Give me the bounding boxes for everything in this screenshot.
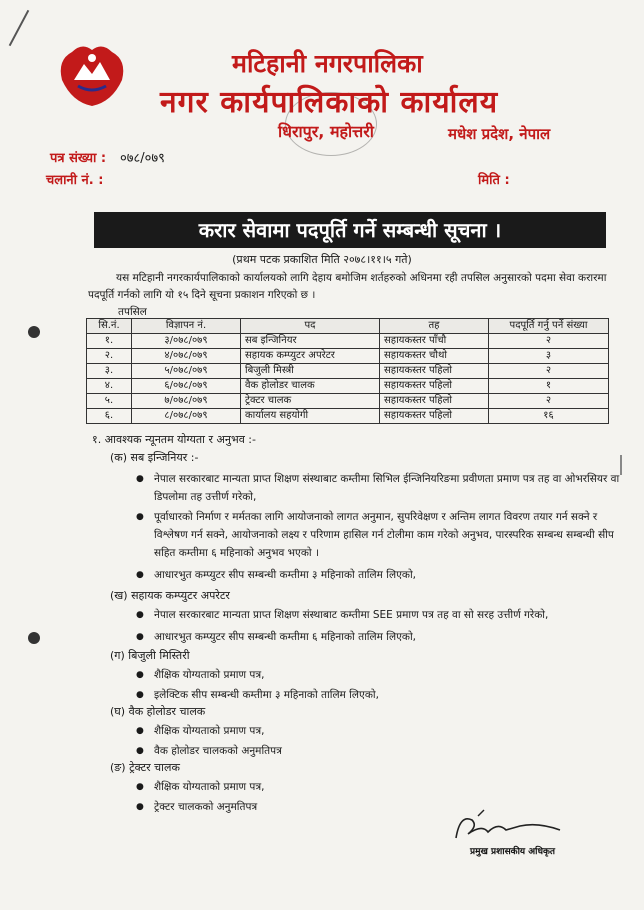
list-item: ● शैक्षिक योग्यताको प्रमाण पत्र, (136, 722, 624, 740)
section-heading: (ङ) ट्रेक्टर चालक (110, 761, 180, 774)
table-row (87, 364, 609, 379)
notice-intro: यस मटिहानी नगरकार्यपालिकाको कार्यालयको लागि देहाय बमोजिम शर्तहरुको अधिनमा रही तपसिल अनुसारको पदमा सेवा करारमा पदपूर्ति गर्नको लागि यो १५ दिने सूचना प्रकाशन गरिएको छ । (88, 272, 607, 301)
table-cell: सहायकस्तर चौथो (380, 349, 489, 364)
table-cell: ६/०७८/०७९ (132, 379, 241, 394)
publication-date: (प्रथम पटक प्रकाशित मिति २०७८।११।५ गते) (232, 253, 412, 266)
section-heading: (घ) वैक होलोडर चालक (110, 705, 206, 718)
table-cell: वैक होलोडर चालक (241, 379, 380, 394)
pen-mark (9, 10, 30, 46)
notice-title-banner: करार सेवामा पदपूर्ति गर्ने सम्बन्धी सूचना । (94, 212, 606, 248)
table-cell: ५. (87, 394, 132, 409)
list-item: ● शैक्षिक योग्यताको प्रमाण पत्र, (136, 778, 624, 796)
table-cell: २ (489, 364, 609, 379)
signatory-title: प्रमुख प्रशासकीय अधिकृत (470, 847, 556, 857)
list-item: ● आधारभुत कम्प्युटर सीप सम्बन्धी कम्तीमा ६ महिनाको तालिम लिएको, (136, 628, 624, 646)
table-cell: ५/०७८/०७९ (132, 364, 241, 379)
table-cell: ६. (87, 409, 132, 424)
section-heading: (ग) बिजुली मिस्तिरी (110, 649, 190, 662)
table-row (87, 379, 609, 394)
list-item: ● इलेक्टिक सीप सम्बन्धी कम्तीमा ३ महिनाको तालिम लिएको, (136, 686, 624, 704)
table-cell: सब इन्जिनियर (241, 334, 380, 349)
table-cell: सहायक कम्प्युटर अपरेटर (241, 349, 380, 364)
province-label: मधेश प्रदेश, नेपाल (448, 125, 551, 143)
table-cell: कार्यालय सहयोगी (241, 409, 380, 424)
table-cell: ३/०७८/०७९ (132, 334, 241, 349)
table-cell: १६ (489, 409, 609, 424)
section-heading: (क) सब इन्जिनियर :- (110, 451, 199, 464)
table-row (87, 349, 609, 364)
table-cell: ४/०७८/०७९ (132, 349, 241, 364)
table-cell: सहायकस्तर पहिलो (380, 364, 489, 379)
table-cell: १ (489, 379, 609, 394)
dispatch-label: चलानी नं. : (46, 173, 104, 188)
table-row (87, 334, 609, 349)
list-item: ● वैक होलोडर चालकको अनुमतिपत्र (136, 742, 624, 760)
reference-number: ०७८/०७९ (120, 151, 165, 166)
office-location: धिरापुर, महोत्तरी (278, 122, 374, 141)
table-cell: २ (489, 394, 609, 409)
date-label: मिति : (478, 173, 510, 188)
qualifications-title: १. आवश्यक न्यूनतम योग्यता र अनुभव :- (92, 433, 256, 446)
column-header: सि.नं. (87, 319, 132, 334)
list-item: ● नेपाल सरकारबाट मान्यता प्राप्त शिक्षण संस्थाबाट कम्तीमा SEE प्रमाण पत्र तह वा सो सरह उत्तीर्ण गरेको, (136, 606, 624, 624)
table-cell: ३. (87, 364, 132, 379)
table-cell: ७/०७८/०७९ (132, 394, 241, 409)
table-cell: १. (87, 334, 132, 349)
list-item: ● शैक्षिक योग्यताको प्रमाण पत्र, (136, 666, 624, 684)
table-cell: २. (87, 349, 132, 364)
table-cell: २ (489, 334, 609, 349)
schedule-label: तपसिल (118, 306, 147, 318)
list-item: ● पूर्वाधारको निर्माण र मर्मतका लागि आयोजनाको लागत अनुमान, सुपरिवेक्षण र अन्तिम लागत विवरण तयार गर्न सक्ने र विश्लेषण गर्न सक्ने, आयोजनाको लक्ष्य र परिणाम हासिल गर्न टोलीमा काम गरेको अनुभव, पारस्परिक सम्बन्ध सम्बन्धी सीप सहित कम्तीमा ६ महिनाको अनुभव भएको । (136, 508, 624, 562)
signature (448, 808, 568, 848)
table-cell: सहायकस्तर पहिलो (380, 409, 489, 424)
table-cell: सहायकस्तर पाँचौ (380, 334, 489, 349)
list-item: ● ट्रेक्टर चालकको अनुमतिपत्र (136, 798, 624, 816)
table-row (87, 409, 609, 424)
table-row (87, 394, 609, 409)
table-cell: ट्रेक्टर चालक (241, 394, 380, 409)
list-item: ● नेपाल सरकारबाट मान्यता प्राप्त शिक्षण संस्थाबाट कम्तीमा सिभिल ईन्जिनियरिङमा प्रवीणता प्रमाण पत्र तह वा ओभरसियर वा डिपलोमा तह उत्तीर्ण गरेको, (136, 470, 624, 506)
government-emblem-icon (52, 40, 132, 110)
municipality-name: मटिहानी नगरपालिका (232, 49, 423, 78)
punch-hole (28, 632, 40, 644)
section-heading: (ख) सहायक कम्प्युटर अपरेटर (110, 589, 230, 602)
column-header: तह (380, 319, 489, 334)
table-cell: सहायकस्तर पहिलो (380, 394, 489, 409)
table-header-row (87, 319, 609, 334)
office-name: नगर कार्यपालिकाको कार्यालय (160, 85, 499, 120)
vacancy-table (86, 318, 609, 424)
table-cell: ४. (87, 379, 132, 394)
table-cell: बिजुली मिस्त्री (241, 364, 380, 379)
table-cell: ३ (489, 349, 609, 364)
table-cell: ८/०७८/०७९ (132, 409, 241, 424)
list-item: ● आधारभुत कम्प्युटर सीप सम्बन्धी कम्तीमा ३ महिनाको तालिम लिएको, (136, 566, 624, 584)
column-header: पद (241, 319, 380, 334)
punch-hole (28, 326, 40, 338)
column-header: विज्ञापन नं. (132, 319, 241, 334)
table-cell: सहायकस्तर पहिलो (380, 379, 489, 394)
reference-label: पत्र संख्या : (50, 151, 107, 166)
column-header: पदपूर्ति गर्नु पर्ने संख्या (489, 319, 609, 334)
